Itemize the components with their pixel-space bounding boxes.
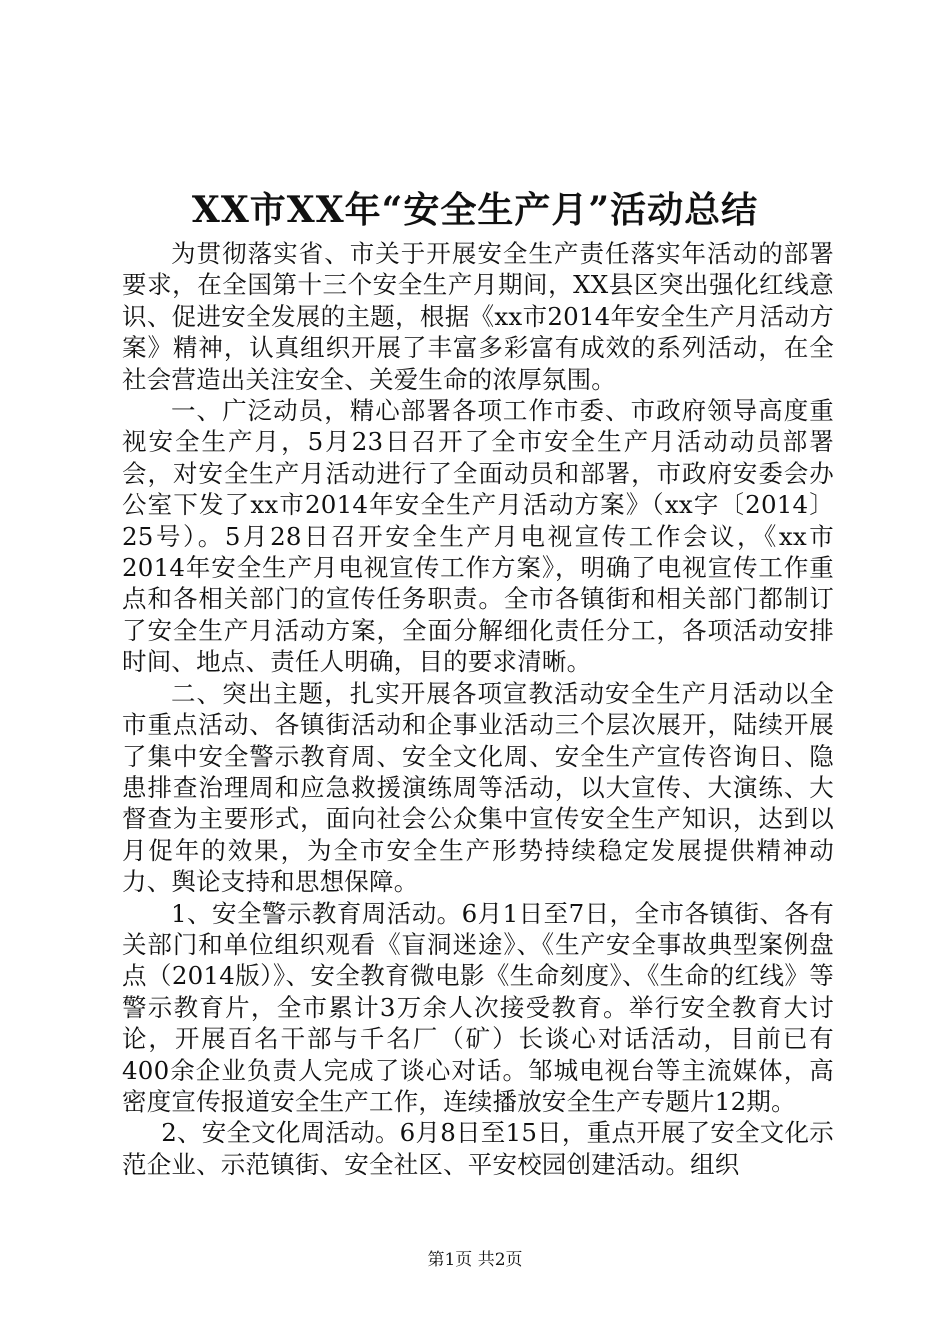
paragraph-section-1: 一、广泛动员，精心部署各项工作市委、市政府领导高度重视安全生产月，5月23日召开了全市安全生产月活动动员部署会，对安全生产月活动进行了全面动员和部署，市政府安委会办公室下发了xx市2014年安全生产月活动方案》（xx字〔2014〕25号）。5月28日召开安全生产月电视宣传工作会议，《xx市2014年安全生产月电视宣传工作方案》，明确了电视宣传工作重点和各相关部门的宣传任务职责。全市各镇街和相关部门都制订了安全生产月活动方案，全面分解细化责任分工，各项活动安排时间、地点、责任人明确，目的要求清晰。 bbox=[122, 396, 834, 677]
page-number-footer: 第1页 共2页 bbox=[427, 1250, 523, 1270]
paragraph-intro: 为贯彻落实省、市关于开展安全生产责任落实年活动的部署要求，在全国第十三个安全生产月期间，XX县区突出强化红线意识、促进安全发展的主题，根据《xx市2014年安全生产月活动方案》精神，认真组织开展了丰富多彩富有成效的系列活动，在全社会营造出关注安全、关爱生命的浓厚氛围。 bbox=[122, 239, 834, 394]
document-body bbox=[122, 238, 834, 1180]
paragraph-item-1: 1、安全警示教育周活动。6月1日至7日，全市各镇街、各有关部门和单位组织观看《盲洞迷途》、《生产安全事故典型案例盘点（2014版）》、安全教育微电影《生命刻度》、《生命的红线》等警示教育片，全市累计3万余人次接受教育。举行安全教育大讨论，开展百名干部与千名厂（矿）长谈心对话活动，目前已有400余企业负责人完成了谈心对话。邹城电视台等主流媒体，高密度宣传报道安全生产工作，连续播放安全生产专题片12期。 bbox=[122, 898, 834, 1116]
document-title: XX市XX年“安全生产月”活动总结 bbox=[191, 189, 759, 231]
paragraph-section-2: 二、突出主题，扎实开展各项宣教活动安全生产月活动以全市重点活动、各镇街活动和企事业活动三个层次展开，陆续开展了集中安全警示教育周、安全文化周、安全生产宣传咨询日、隐患排查治理周和应急救援演练周等活动，以大宣传、大演练、大督查为主要形式，面向社会公众集中宣传安全生产知识，达到以月促年的效果，为全市安全生产形势持续稳定发展提供精神动力、舆论支持和思想保障。 bbox=[122, 678, 834, 897]
paragraph-item-2: 2、安全文化周活动。6月8日至15日，重点开展了安全文化示范企业、示范镇街、安全社区、平安校园创建活动。组织 bbox=[122, 1118, 834, 1179]
